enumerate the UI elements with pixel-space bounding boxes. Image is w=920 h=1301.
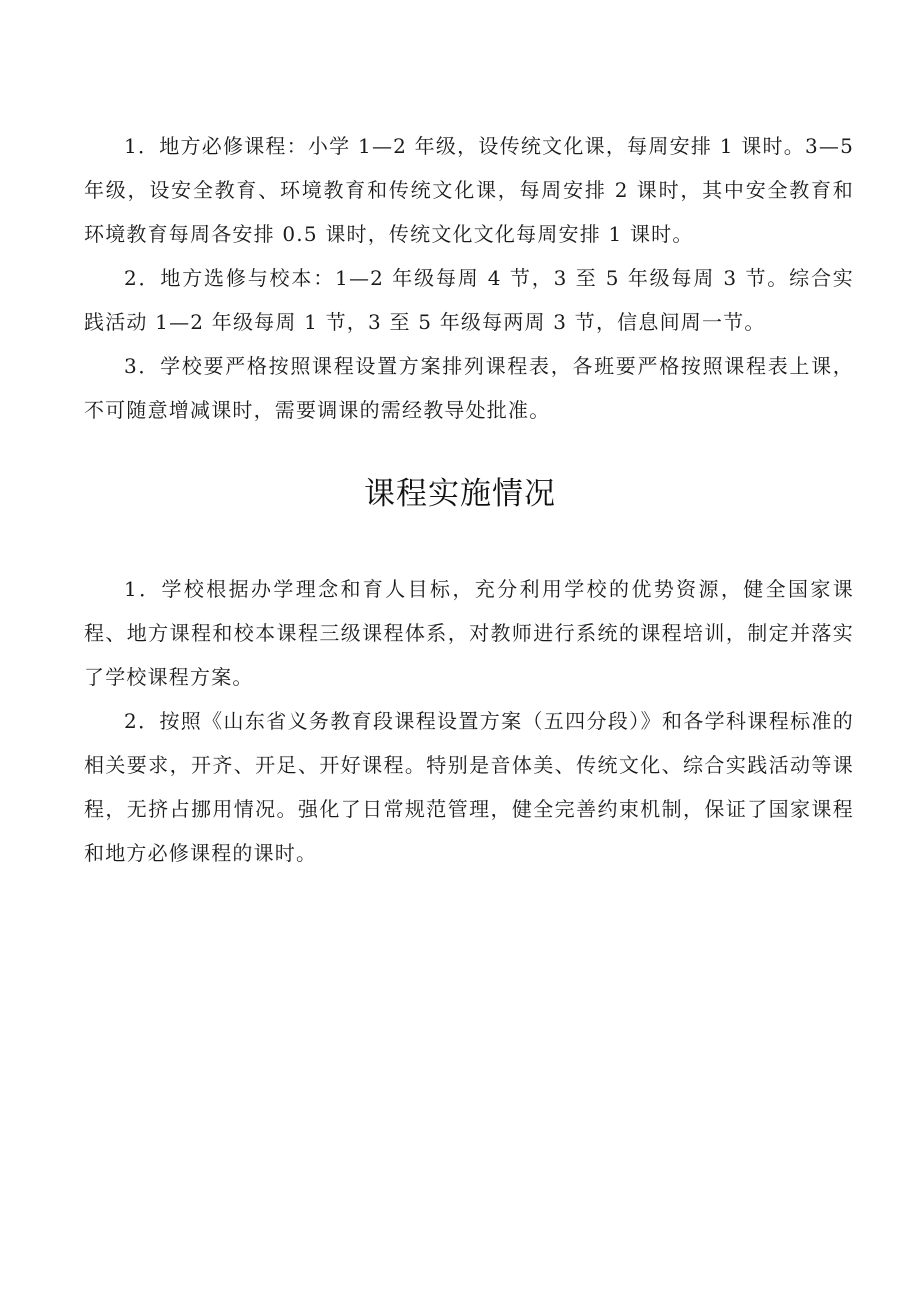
paragraph-local-required-courses: 1．地方必修课程：小学 1—2 年级，设传统文化课，每周安排 1 课时。3—5 年级，设安全教育、环境教育和传统文化课，每周安排 2 课时，其中安全教育和环境教育每周各安排 0.5 课时，传统文化文化每周安排 1 课时。 <box>84 134 854 246</box>
implementation-section <box>84 567 854 875</box>
section-heading: 课程实施情况 <box>364 476 556 512</box>
curriculum-rules-section <box>84 124 854 432</box>
paragraph-timetable-rules: 3．学校要严格按照课程设置方案排列课程表，各班要严格按照课程表上课，不可随意增减课时，需要调课的需经教导处批准。 <box>84 354 854 422</box>
paragraph-local-elective-courses: 2．地方选修与校本：1—2 年级每周 4 节，3 至 5 年级每周 3 节。综合实践活动 1—2 年级每周 1 节，3 至 5 年级每两周 3 节，信息间周一节。 <box>84 266 854 334</box>
paragraph-course-system: 1．学校根据办学理念和育人目标，充分利用学校的优势资源，健全国家课程、地方课程和校本课程三级课程体系，对教师进行系统的课程培训，制定并落实了学校课程方案。 <box>84 577 854 689</box>
paragraph-course-standards: 2．按照《山东省义务教育段课程设置方案（五四分段）》和各学科课程标准的相关要求，开齐、开足、开好课程。特别是音体美、传统文化、综合实践活动等课程，无挤占挪用情况。强化了日常规范管理，健全完善约束机制，保证了国家课程和地方必修课程的课时。 <box>84 709 854 865</box>
